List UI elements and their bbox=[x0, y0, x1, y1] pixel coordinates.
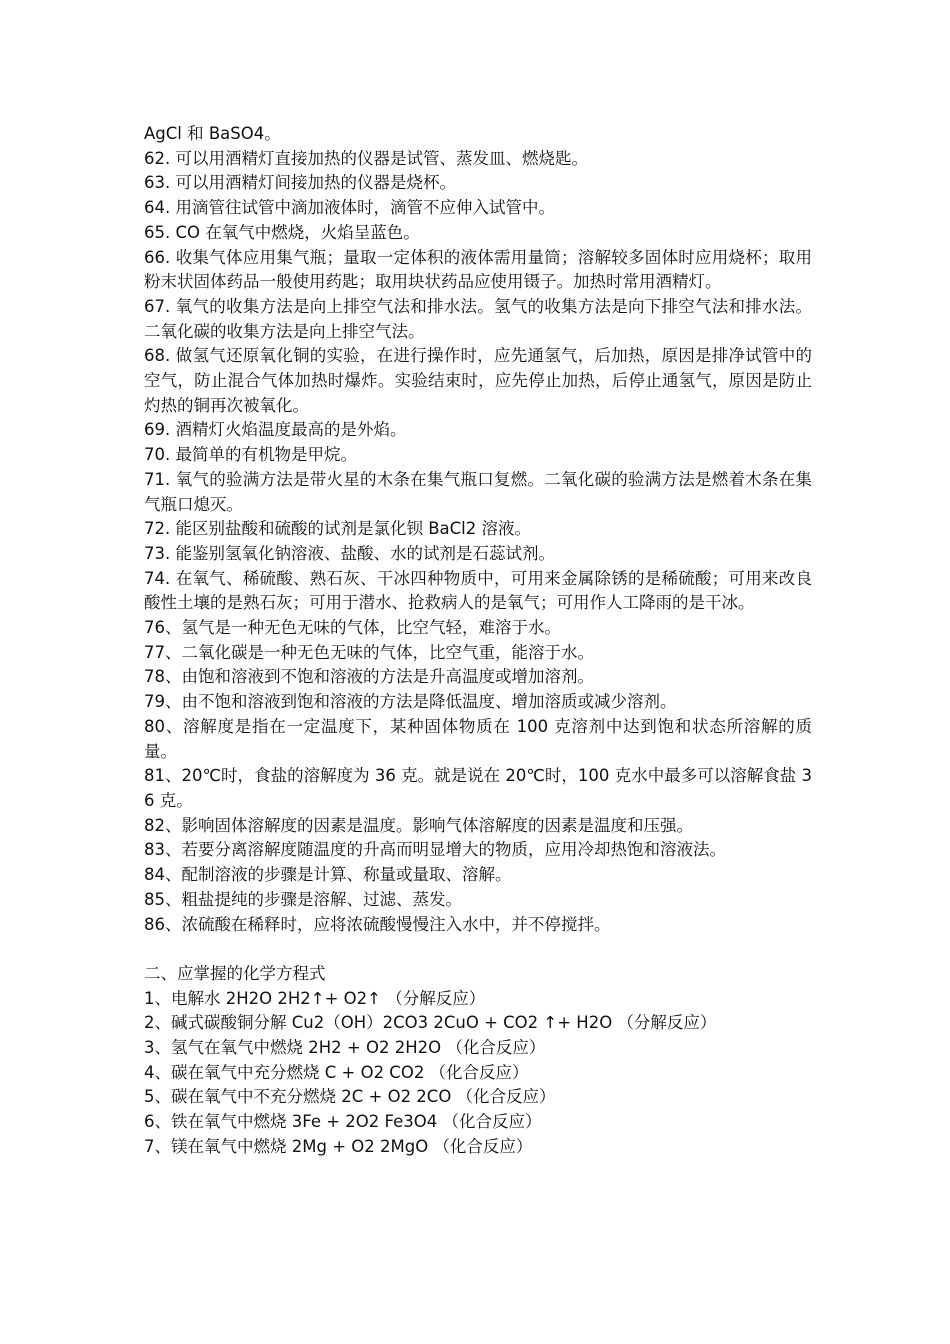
equation-line: 6、铁在氧气中燃烧 3Fe + 2O2 Fe3O4 （化合反应） bbox=[144, 1112, 542, 1132]
paragraph: 82、影响固体溶解度的因素是温度。影响气体溶解度的因素是温度和压强。 bbox=[144, 815, 693, 835]
paragraph: 68. 做氢气还原氧化铜的实验，在进行操作时，应先通氢气，后加热，原因是排净试管中的空气，防止混合气体加热时爆炸。实验结束时，应先停止加热，后停止通氢气，原因是防止灼热的铜再次被氧化。 bbox=[144, 346, 812, 415]
paragraph: 84、配制溶液的步骤是计算、称量或量取、溶解。 bbox=[144, 865, 512, 885]
paragraph: 66. 收集气体应用集气瓶；量取一定体积的液体需用量筒；溶解较多固体时应用烧杯；取用粉末状固体药品一般使用药匙；取用块状药品应使用镊子。加热时常用酒精灯。 bbox=[144, 247, 812, 292]
paragraph: 78、由饱和溶液到不饱和溶液的方法是升高温度或增加溶剂。 bbox=[144, 667, 594, 687]
paragraph: AgCl 和 BaSO4。 bbox=[144, 124, 281, 143]
equation-line: 5、碳在氧气中不充分燃烧 2C + O2 2CO （化合反应） bbox=[144, 1087, 556, 1107]
paragraph: 74. 在氧气、稀硫酸、熟石灰、干冰四种物质中，可用来金属除锈的是稀硫酸；可用来改良酸性土壤的是熟石灰；可用于潜水、抢救病人的是氧气；可用作人工降雨的是干冰。 bbox=[144, 568, 812, 613]
equation-line: 4、碳在氧气中充分燃烧 C + O2 CO2 （化合反应） bbox=[144, 1062, 529, 1082]
equation-line: 1、电解水 2H2O 2H2↑+ O2↑ （分解反应） bbox=[144, 988, 486, 1008]
paragraph: 64. 用滴管往试管中滴加液体时，滴管不应伸入试管中。 bbox=[144, 198, 555, 218]
paragraph: 79、由不饱和溶液到饱和溶液的方法是降低温度、增加溶质或减少溶剂。 bbox=[144, 692, 677, 712]
section-heading: 二、应掌握的化学方程式 bbox=[144, 963, 326, 983]
paragraph: 83、若要分离溶解度随温度的升高而明显增大的物质，应用冷却热饱和溶液法。 bbox=[144, 840, 726, 860]
equation-line: 2、碱式碳酸铜分解 Cu2（OH）2CO3 2CuO + CO2 ↑+ H2O （分解反应） bbox=[144, 1013, 717, 1033]
paragraph: 65. CO 在氧气中燃烧，火焰呈蓝色。 bbox=[144, 222, 420, 242]
blank-line bbox=[144, 937, 812, 962]
paragraph: 67. 氧气的收集方法是向上排空气法和排水法。氢气的收集方法是向下排空气法和排水法。二氧化碳的收集方法是向上排空气法。 bbox=[144, 296, 812, 341]
paragraph: 85、粗盐提纯的步骤是溶解、过滤、蒸发。 bbox=[144, 889, 462, 909]
paragraph: 77、二氧化碳是一种无色无味的气体，比空气重，能溶于水。 bbox=[144, 642, 594, 662]
paragraph: 63. 可以用酒精灯间接加热的仪器是烧杯。 bbox=[144, 173, 456, 193]
equation-line: 3、氢气在氧气中燃烧 2H2 + O2 2H2O （化合反应） bbox=[144, 1038, 546, 1057]
paragraph: 72. 能区别盐酸和硫酸的试剂是氯化钡 BaCl2 溶液。 bbox=[144, 519, 532, 539]
paragraph: 81、20℃时，食盐的溶解度为 36 克。就是说在 20℃时，100 克水中最多可以溶解食盐 36 克。 bbox=[144, 766, 812, 810]
equation-line: 7、镁在氧气中燃烧 2Mg + O2 2MgO （化合反应） bbox=[144, 1136, 533, 1156]
paragraph: 70. 最简单的有机物是甲烷。 bbox=[144, 445, 357, 465]
paragraph: 62. 可以用酒精灯直接加热的仪器是试管、蒸发皿、燃烧匙。 bbox=[144, 148, 588, 168]
paragraph: 69. 酒精灯火焰温度最高的是外焰。 bbox=[144, 420, 407, 440]
paragraph: 86、浓硫酸在稀释时，应将浓硫酸慢慢注入水中，并不停搅拌。 bbox=[144, 914, 611, 934]
paragraph: 80、溶解度是指在一定温度下，某种固体物质在 100 克溶剂中达到饱和状态所溶解的质量。 bbox=[144, 716, 812, 761]
paragraph: 71. 氧气的验满方法是带火星的木条在集气瓶口复燃。二氧化碳的验满方法是燃着木条在集气瓶口熄灭。 bbox=[144, 469, 812, 514]
paragraph: 73. 能鉴别氢氧化钠溶液、盐酸、水的试剂是石蕊试剂。 bbox=[144, 543, 555, 563]
paragraph: 76、氢气是一种无色无味的气体，比空气轻，难溶于水。 bbox=[144, 618, 561, 638]
document-body bbox=[144, 122, 812, 1160]
